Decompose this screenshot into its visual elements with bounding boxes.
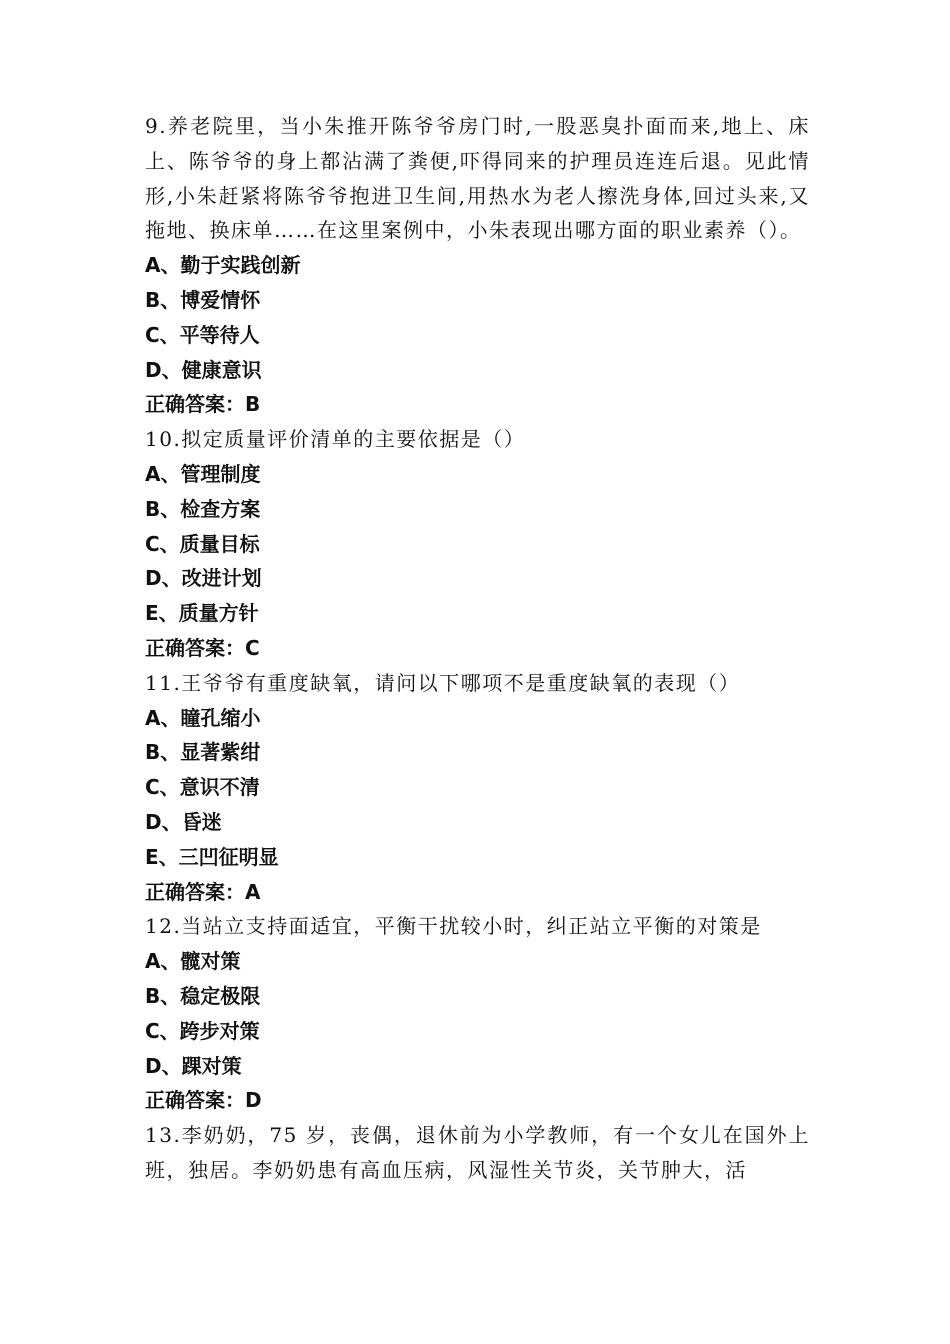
- option-b: B、检查方案: [145, 496, 261, 521]
- question-stem: 10.拟定质量评价清单的主要依据是（）: [145, 427, 526, 452]
- option-a: A、勤于实践创新: [145, 253, 301, 278]
- question-stem: 9.养老院里，当小朱推开陈爷爷房门时,一股恶臭扑面而来,地上、床上、陈爷爷的身上都沾满了粪便,吓得同来的护理员连连后退。见此情形,小朱赶紧将陈爷爷抱进卫生间,用热水为老人擦洗身体,回过头来,又拖地、换床单……在这里案例中，小朱表现出哪方面的职业素养（）。: [145, 114, 810, 243]
- option-e: E、三凹征明显: [145, 844, 279, 869]
- question-9: [145, 109, 810, 422]
- option-c: C、跨步对策: [145, 1018, 260, 1043]
- option-c: C、质量目标: [145, 531, 260, 556]
- option-a: A、瞳孔缩小: [145, 705, 261, 730]
- option-e: E、质量方针: [145, 601, 259, 626]
- option-d: D、健康意识: [145, 357, 262, 382]
- option-d: D、改进计划: [145, 566, 262, 591]
- option-b: B、博爱情怀: [145, 287, 261, 312]
- question-10: [145, 422, 810, 666]
- correct-answer: 正确答案：D: [145, 1088, 262, 1113]
- question-stem: 13.李奶奶，75 岁，丧偶，退休前为小学教师，有一个女儿在国外上班，独居。李奶奶患有高血压病，风湿性关节炎，关节肿大，活: [145, 1123, 810, 1182]
- correct-answer: 正确答案：B: [145, 392, 261, 417]
- question-stem: 11.王爷爷有重度缺氧，请问以下哪项不是重度缺氧的表现（）: [145, 670, 741, 695]
- option-a: A、管理制度: [145, 461, 261, 486]
- question-12: [145, 909, 810, 1118]
- option-c: C、平等待人: [145, 322, 260, 347]
- option-d: D、踝对策: [145, 1053, 242, 1078]
- option-a: A、髋对策: [145, 949, 241, 974]
- question-stem: 12.当站立支持面适宜，平衡干扰较小时，纠正站立平衡的对策是: [145, 914, 762, 939]
- question-list: [145, 109, 810, 1188]
- correct-answer: 正确答案：C: [145, 635, 260, 660]
- question-13: [145, 1118, 810, 1188]
- question-11: [145, 666, 810, 910]
- option-c: C、意识不清: [145, 775, 260, 800]
- option-d: D、昏迷: [145, 809, 222, 834]
- option-b: B、显著紫绀: [145, 740, 261, 765]
- correct-answer: 正确答案：A: [145, 879, 261, 904]
- option-b: B、稳定极限: [145, 983, 261, 1008]
